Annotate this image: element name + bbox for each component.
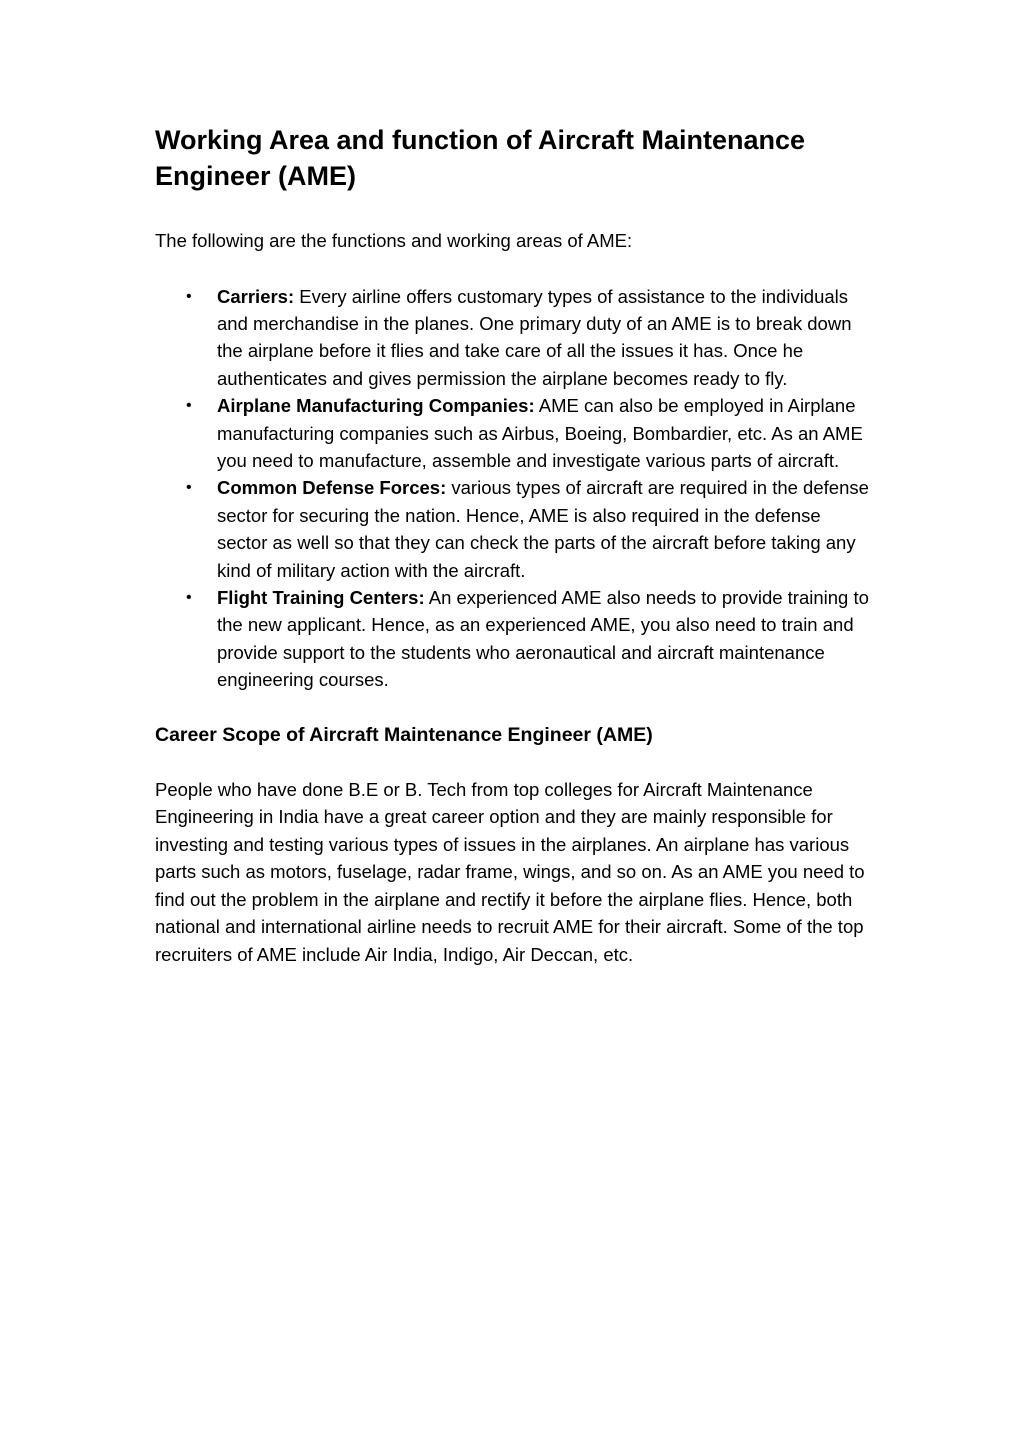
intro-paragraph: The following are the functions and working areas of AME: [155,230,633,251]
list-item [155,474,875,584]
section-paragraph: People who have done B.E or B. Tech from top colleges for Aircraft Maintenance Engineering in India have a great career option and they are mainly responsible for investing and testing various types of issues in the airplanes. An airplane has various parts such as motors, fuselage, radar frame, wings, and so on. As an AME you need to find out the problem in the airplane and rectify it before the airplane flies. Hence, both national and international airline needs to recruit AME for their aircraft. Some of the top recruiters of AME include Air India, Indigo, Air Deccan, etc. [155,778,865,965]
list-item [155,584,875,694]
list-item [155,392,875,474]
list-item-term: Carriers: [217,285,295,307]
list-item-text: AME can also be employed in Airplane manufacturing companies such as Airbus, Boeing, Bombardier, etc. As an AME you need to manufacture, assemble and investigate various parts of aircraft. [217,395,863,471]
bullet-icon: • [186,287,192,305]
list-item-term: Airplane Manufacturing Companies: [217,395,535,417]
list-item-text: An experienced AME also needs to provide training to the new applicant. Hence, as an experienced AME, you also need to train and provide support to the students who aeronautical and aircraft maintenance engineering courses. [217,586,869,691]
list-item-text: various types of aircraft are required in the defense sector for securing the nation. Hence, AME is also required in the defense sector as well so that they can check the parts of the aircraft before taking any kind of military action with the aircraft. [217,477,869,581]
bullet-icon: • [186,588,192,606]
list-item [155,283,875,393]
list-item-term: Flight Training Centers: [217,586,425,608]
list-item-text: Every airline offers customary types of assistance to the individuals and merchandise in the planes. One primary duty of an AME is to break down the airplane before it flies and take care of all the issues it has. Once he authenticates and gives permission the airplane becomes ready to fly. [217,285,852,389]
functions-list [155,283,875,694]
document-page [155,122,875,968]
list-item-term: Common Defense Forces: [217,477,447,499]
section-heading: Career Scope of Aircraft Maintenance Engineer (AME) [155,723,653,746]
bullet-icon: • [186,397,192,415]
bullet-icon: • [186,479,192,497]
document-title: Working Area and function of Aircraft Maintenance Engineer (AME) [155,125,806,191]
